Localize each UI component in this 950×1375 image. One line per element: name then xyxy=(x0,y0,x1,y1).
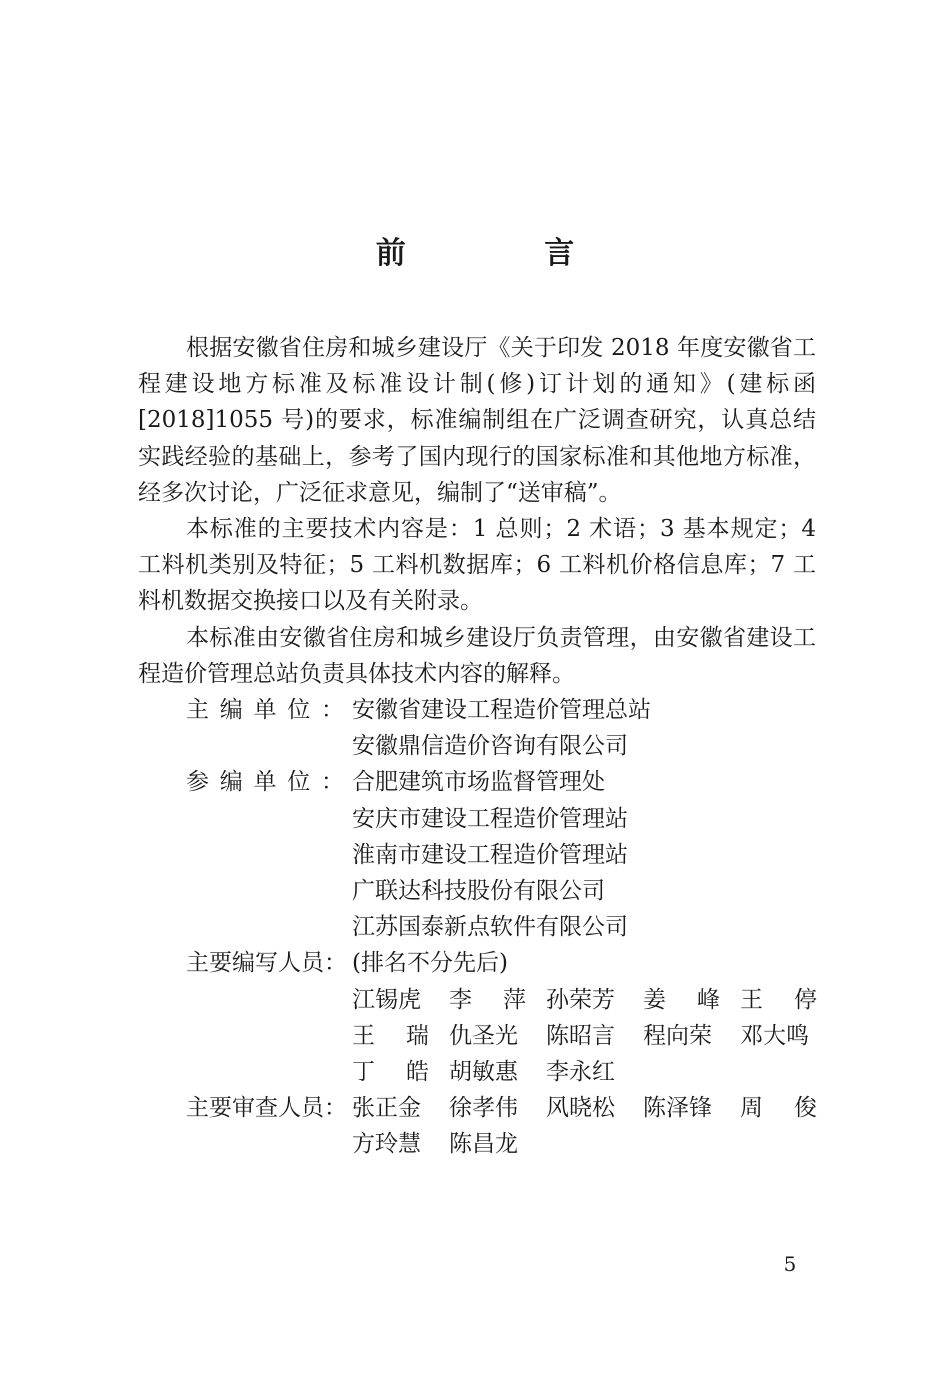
label-colon: ： xyxy=(321,769,344,796)
label-char: 位 xyxy=(287,769,311,796)
label-char: 参 xyxy=(186,769,209,796)
label-colon: ： xyxy=(321,697,344,724)
person-name: 王 瑞 xyxy=(352,1022,429,1049)
person-name: 陈昭言 xyxy=(546,1022,615,1049)
reviewers-more xyxy=(138,1126,816,1162)
label-char: 主 xyxy=(186,1095,209,1122)
label-char: 单 xyxy=(253,769,277,796)
label-char: 要 xyxy=(209,950,232,977)
name-row xyxy=(138,982,816,1018)
person-name: 程向荣 xyxy=(643,1022,712,1049)
drafters-note: (排名不分先后) xyxy=(352,950,508,977)
label-char: 查 xyxy=(255,1095,278,1122)
label-char: 位 xyxy=(287,697,311,724)
drafters-label xyxy=(138,945,352,981)
label-char: 编 xyxy=(219,697,243,724)
name-row xyxy=(138,1018,816,1054)
preface-body xyxy=(138,330,816,1163)
label-char: 编 xyxy=(232,950,255,977)
paragraph-3: 本标准由安徽省住房和城乡建设厅负责管理，由安徽省建设工程造价管理总站负责具体技术内容的解释。 xyxy=(138,624,816,687)
label-char: 单 xyxy=(253,697,277,724)
chief-unit-label xyxy=(138,692,352,728)
person-name: 陈泽锋 xyxy=(643,1095,712,1122)
chief-unit-1: 安徽省建设工程造价管理总站 xyxy=(352,697,651,724)
paragraph-1: 根据安徽省住房和城乡建设厅《关于印发 2018 年度安徽省工程建设地方标准及标准设计制(修)订计划的通知》(建标函[2018]1055 号)的要求，标准编制组在广泛调查研究，认真总结实践经验的基础上，参考了国内现行的国家标准和其他地方标准，经多次讨论，广泛征求意见，编制了“送审稿”。 xyxy=(138,335,816,506)
person-name: 胡敏惠 xyxy=(449,1059,518,1086)
participating-unit-4: 广联达科技股份有限公司 xyxy=(352,878,605,905)
reviewers-row xyxy=(138,1090,816,1126)
person-name: 姜 峰 xyxy=(643,986,720,1013)
label-colon: ： xyxy=(324,950,347,977)
name-row xyxy=(138,1126,816,1162)
participating-unit-row xyxy=(138,764,816,800)
participating-unit-label xyxy=(138,764,352,800)
label-char: 员 xyxy=(301,1095,324,1122)
label-colon: ： xyxy=(324,1095,347,1122)
person-name: 徐孝伟 xyxy=(449,1095,518,1122)
person-name: 方玲慧 xyxy=(352,1131,421,1158)
person-name: 江锡虎 xyxy=(352,986,421,1013)
participating-unit-5: 江苏国泰新点软件有限公司 xyxy=(352,914,628,941)
person-name: 孙荣芳 xyxy=(546,986,615,1013)
person-name: 周 俊 xyxy=(740,1095,817,1122)
person-name: 陈昌龙 xyxy=(449,1131,518,1158)
label-char: 人 xyxy=(278,950,301,977)
name-row xyxy=(352,1090,837,1126)
participating-unit-2: 安庆市建设工程造价管理站 xyxy=(352,805,628,832)
person-name: 仇圣光 xyxy=(449,1022,518,1049)
chief-unit-2: 安徽鼎信造价咨询有限公司 xyxy=(352,733,628,760)
name-row xyxy=(138,1054,816,1090)
person-name: 李 萍 xyxy=(449,986,526,1013)
chief-unit-row xyxy=(138,692,816,728)
participating-unit-1: 合肥建筑市场监督管理处 xyxy=(352,769,605,796)
label-char: 写 xyxy=(255,950,278,977)
participating-unit-3: 淮南市建设工程造价管理站 xyxy=(352,841,628,868)
label-char: 审 xyxy=(232,1095,255,1122)
page-title: 前 言 xyxy=(375,236,639,271)
reviewers-first-line xyxy=(352,1090,837,1126)
drafters-row xyxy=(138,945,816,981)
label-char: 编 xyxy=(219,769,243,796)
person-name: 李永红 xyxy=(546,1059,615,1086)
person-name: 丁 皓 xyxy=(352,1059,429,1086)
label-char: 主 xyxy=(186,950,209,977)
person-name: 王 停 xyxy=(740,986,817,1013)
label-char: 员 xyxy=(301,950,324,977)
page-number: 5 xyxy=(783,1252,797,1276)
label-char: 人 xyxy=(278,1095,301,1122)
person-name: 邓大鸣 xyxy=(740,1022,809,1049)
person-name: 张正金 xyxy=(352,1095,421,1122)
person-name: 风晓松 xyxy=(546,1095,615,1122)
label-char: 要 xyxy=(209,1095,232,1122)
paragraph-2: 本标准的主要技术内容是：1 总则；2 术语；3 基本规定；4 工料机类别及特征；5 工料机数据库；6 工料机价格信息库；7 工料机数据交换接口以及有关附录。 xyxy=(138,516,816,615)
drafters-names xyxy=(138,982,816,1091)
reviewers-label xyxy=(138,1090,352,1126)
label-char: 主 xyxy=(186,697,209,724)
